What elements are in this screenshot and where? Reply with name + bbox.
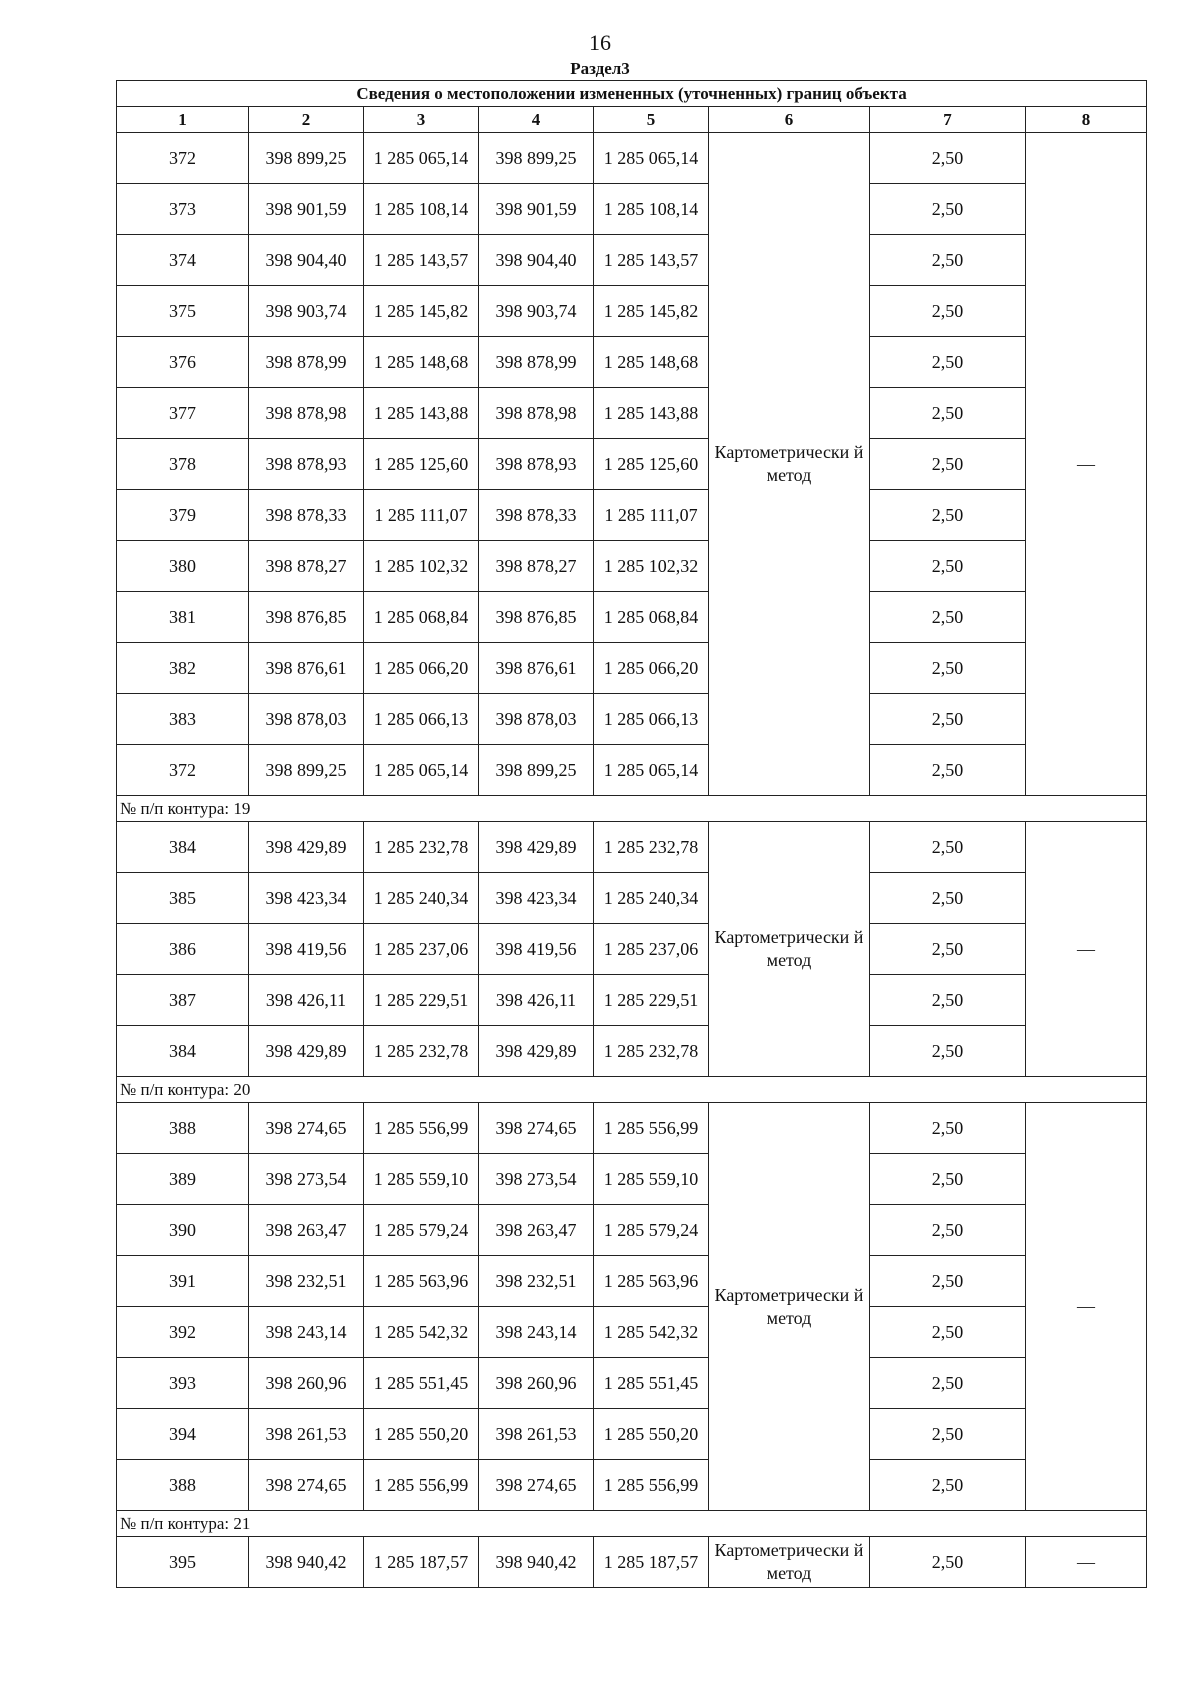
precision-cell: 2,50 [870,286,1026,337]
precision-cell: 2,50 [870,1307,1026,1358]
point-number-cell: 393 [117,1358,249,1409]
precision-cell: 2,50 [870,388,1026,439]
column-header-4: 4 [479,107,594,133]
point-number-cell: 387 [117,975,249,1026]
y-new-cell: 1 285 187,57 [594,1537,709,1588]
x-old-cell: 398 274,65 [249,1460,364,1511]
point-number-cell: 388 [117,1460,249,1511]
table-row [117,235,1147,286]
x-new-cell: 398 878,99 [479,337,594,388]
x-old-cell: 398 878,93 [249,439,364,490]
precision-cell: 2,50 [870,694,1026,745]
y-new-cell: 1 285 145,82 [594,286,709,337]
y-new-cell: 1 285 068,84 [594,592,709,643]
point-number-cell: 377 [117,388,249,439]
y-new-cell: 1 285 550,20 [594,1409,709,1460]
precision-cell: 2,50 [870,873,1026,924]
point-number-cell: 388 [117,1103,249,1154]
y-old-cell: 1 285 125,60 [364,439,479,490]
precision-cell: 2,50 [870,975,1026,1026]
point-number-cell: 386 [117,924,249,975]
table-row [117,975,1147,1026]
y-new-cell: 1 285 102,32 [594,541,709,592]
table-row [117,873,1147,924]
x-old-cell: 398 878,03 [249,694,364,745]
y-new-cell: 1 285 579,24 [594,1205,709,1256]
contour-label: № п/п контура: 21 [117,1511,1147,1537]
y-new-cell: 1 285 108,14 [594,184,709,235]
y-old-cell: 1 285 563,96 [364,1256,479,1307]
table-row [117,924,1147,975]
y-new-cell: 1 285 542,32 [594,1307,709,1358]
column-header-1: 1 [117,107,249,133]
column-header-3: 3 [364,107,479,133]
x-new-cell: 398 426,11 [479,975,594,1026]
x-old-cell: 398 232,51 [249,1256,364,1307]
description-cell: — [1026,822,1147,1077]
x-new-cell: 398 878,27 [479,541,594,592]
x-new-cell: 398 429,89 [479,822,594,873]
precision-cell: 2,50 [870,1358,1026,1409]
precision-cell: 2,50 [870,745,1026,796]
x-new-cell: 398 903,74 [479,286,594,337]
point-number-cell: 384 [117,1026,249,1077]
point-number-cell: 390 [117,1205,249,1256]
x-old-cell: 398 429,89 [249,822,364,873]
y-new-cell: 1 285 232,78 [594,1026,709,1077]
x-old-cell: 398 260,96 [249,1358,364,1409]
x-old-cell: 398 273,54 [249,1154,364,1205]
y-new-cell: 1 285 551,45 [594,1358,709,1409]
x-new-cell: 398 940,42 [479,1537,594,1588]
column-header-5: 5 [594,107,709,133]
table-row [117,1460,1147,1511]
method-cell: Картометрически й метод [709,822,870,1077]
point-number-cell: 381 [117,592,249,643]
point-number-cell: 378 [117,439,249,490]
y-old-cell: 1 285 145,82 [364,286,479,337]
y-old-cell: 1 285 229,51 [364,975,479,1026]
method-cell: Картометрически й метод [709,1537,870,1588]
precision-cell: 2,50 [870,541,1026,592]
y-old-cell: 1 285 237,06 [364,924,479,975]
y-old-cell: 1 285 579,24 [364,1205,479,1256]
y-new-cell: 1 285 143,57 [594,235,709,286]
precision-cell: 2,50 [870,337,1026,388]
x-old-cell: 398 274,65 [249,1103,364,1154]
x-old-cell: 398 903,74 [249,286,364,337]
table-row [117,1103,1147,1154]
x-old-cell: 398 263,47 [249,1205,364,1256]
point-number-cell: 385 [117,873,249,924]
y-new-cell: 1 285 237,06 [594,924,709,975]
x-new-cell: 398 901,59 [479,184,594,235]
x-old-cell: 398 876,61 [249,643,364,694]
method-cell: Картометрически й метод [709,133,870,796]
x-new-cell: 398 899,25 [479,133,594,184]
x-new-cell: 398 429,89 [479,1026,594,1077]
x-new-cell: 398 876,85 [479,592,594,643]
precision-cell: 2,50 [870,490,1026,541]
precision-cell: 2,50 [870,924,1026,975]
description-cell: — [1026,133,1147,796]
y-new-cell: 1 285 240,34 [594,873,709,924]
x-old-cell: 398 419,56 [249,924,364,975]
precision-cell: 2,50 [870,643,1026,694]
precision-cell: 2,50 [870,822,1026,873]
point-number-cell: 372 [117,133,249,184]
y-new-cell: 1 285 111,07 [594,490,709,541]
y-new-cell: 1 285 066,20 [594,643,709,694]
y-old-cell: 1 285 148,68 [364,337,479,388]
precision-cell: 2,50 [870,1103,1026,1154]
point-number-cell: 389 [117,1154,249,1205]
point-number-cell: 394 [117,1409,249,1460]
x-old-cell: 398 878,33 [249,490,364,541]
x-new-cell: 398 878,03 [479,694,594,745]
x-old-cell: 398 423,34 [249,873,364,924]
precision-cell: 2,50 [870,235,1026,286]
y-new-cell: 1 285 556,99 [594,1460,709,1511]
x-new-cell: 398 263,47 [479,1205,594,1256]
x-new-cell: 398 419,56 [479,924,594,975]
y-new-cell: 1 285 556,99 [594,1103,709,1154]
x-new-cell: 398 878,33 [479,490,594,541]
x-new-cell: 398 904,40 [479,235,594,286]
table-row [117,643,1147,694]
precision-cell: 2,50 [870,1409,1026,1460]
contour-label: № п/п контура: 20 [117,1077,1147,1103]
method-cell: Картометрически й метод [709,1103,870,1511]
point-number-cell: 382 [117,643,249,694]
table-row [117,1026,1147,1077]
y-new-cell: 1 285 125,60 [594,439,709,490]
table-row [117,745,1147,796]
x-new-cell: 398 260,96 [479,1358,594,1409]
precision-cell: 2,50 [870,1205,1026,1256]
x-new-cell: 398 261,53 [479,1409,594,1460]
table-row [117,184,1147,235]
y-old-cell: 1 285 550,20 [364,1409,479,1460]
precision-cell: 2,50 [870,184,1026,235]
table-row [117,822,1147,873]
contour-label: № п/п контура: 19 [117,796,1147,822]
point-number-cell: 379 [117,490,249,541]
x-new-cell: 398 878,98 [479,388,594,439]
precision-cell: 2,50 [870,1026,1026,1077]
table-row [117,490,1147,541]
y-old-cell: 1 285 556,99 [364,1103,479,1154]
y-old-cell: 1 285 102,32 [364,541,479,592]
y-old-cell: 1 285 108,14 [364,184,479,235]
precision-cell: 2,50 [870,1256,1026,1307]
point-number-cell: 375 [117,286,249,337]
description-cell: — [1026,1537,1147,1588]
y-new-cell: 1 285 148,68 [594,337,709,388]
y-new-cell: 1 285 066,13 [594,694,709,745]
y-old-cell: 1 285 542,32 [364,1307,479,1358]
x-old-cell: 398 261,53 [249,1409,364,1460]
y-old-cell: 1 285 556,99 [364,1460,479,1511]
table-row [117,337,1147,388]
precision-cell: 2,50 [870,592,1026,643]
column-header-2: 2 [249,107,364,133]
table-body [117,133,1147,1588]
point-number-cell: 395 [117,1537,249,1588]
x-old-cell: 398 878,99 [249,337,364,388]
x-new-cell: 398 423,34 [479,873,594,924]
x-old-cell: 398 876,85 [249,592,364,643]
page-number: 16 [589,30,611,55]
precision-cell: 2,50 [870,133,1026,184]
table-row [117,1154,1147,1205]
x-new-cell: 398 876,61 [479,643,594,694]
table-row [117,1205,1147,1256]
x-old-cell: 398 426,11 [249,975,364,1026]
precision-cell: 2,50 [870,1537,1026,1588]
y-old-cell: 1 285 232,78 [364,822,479,873]
point-number-cell: 384 [117,822,249,873]
x-new-cell: 398 899,25 [479,745,594,796]
table-row [117,388,1147,439]
table-row [117,694,1147,745]
precision-cell: 2,50 [870,1460,1026,1511]
table-row [117,1537,1147,1588]
y-old-cell: 1 285 065,14 [364,133,479,184]
contour-row [117,1511,1147,1537]
table-row [117,133,1147,184]
x-old-cell: 398 878,98 [249,388,364,439]
y-old-cell: 1 285 143,57 [364,235,479,286]
x-old-cell: 398 878,27 [249,541,364,592]
precision-cell: 2,50 [870,1154,1026,1205]
point-number-cell: 391 [117,1256,249,1307]
contour-row [117,1077,1147,1103]
point-number-cell: 380 [117,541,249,592]
y-old-cell: 1 285 111,07 [364,490,479,541]
y-new-cell: 1 285 229,51 [594,975,709,1026]
y-old-cell: 1 285 551,45 [364,1358,479,1409]
table-caption: Сведения о местоположении измененных (уточненных) границ объекта [117,81,1147,107]
precision-cell: 2,50 [870,439,1026,490]
x-old-cell: 398 904,40 [249,235,364,286]
table-row [117,541,1147,592]
x-old-cell: 398 429,89 [249,1026,364,1077]
column-header-8: 8 [1026,107,1147,133]
y-new-cell: 1 285 065,14 [594,133,709,184]
x-old-cell: 398 243,14 [249,1307,364,1358]
point-number-cell: 374 [117,235,249,286]
column-header-6: 6 [709,107,870,133]
y-old-cell: 1 285 068,84 [364,592,479,643]
y-old-cell: 1 285 187,57 [364,1537,479,1588]
table-row [117,1409,1147,1460]
y-new-cell: 1 285 559,10 [594,1154,709,1205]
table-row [117,286,1147,337]
x-new-cell: 398 274,65 [479,1103,594,1154]
y-new-cell: 1 285 065,14 [594,745,709,796]
table-row [117,439,1147,490]
x-old-cell: 398 899,25 [249,745,364,796]
point-number-cell: 372 [117,745,249,796]
y-new-cell: 1 285 143,88 [594,388,709,439]
y-old-cell: 1 285 559,10 [364,1154,479,1205]
y-old-cell: 1 285 065,14 [364,745,479,796]
y-old-cell: 1 285 143,88 [364,388,479,439]
y-old-cell: 1 285 066,20 [364,643,479,694]
y-new-cell: 1 285 563,96 [594,1256,709,1307]
x-new-cell: 398 243,14 [479,1307,594,1358]
table-row [117,592,1147,643]
column-header-7: 7 [870,107,1026,133]
description-cell: — [1026,1103,1147,1511]
y-new-cell: 1 285 232,78 [594,822,709,873]
y-old-cell: 1 285 240,34 [364,873,479,924]
table-row [117,1307,1147,1358]
x-new-cell: 398 273,54 [479,1154,594,1205]
x-new-cell: 398 274,65 [479,1460,594,1511]
point-number-cell: 373 [117,184,249,235]
x-old-cell: 398 899,25 [249,133,364,184]
x-new-cell: 398 878,93 [479,439,594,490]
x-old-cell: 398 901,59 [249,184,364,235]
contour-row [117,796,1147,822]
point-number-cell: 392 [117,1307,249,1358]
x-new-cell: 398 232,51 [479,1256,594,1307]
point-number-cell: 383 [117,694,249,745]
section-title: Раздел3 [570,59,630,78]
boundary-table [116,80,1147,1588]
y-old-cell: 1 285 066,13 [364,694,479,745]
point-number-cell: 376 [117,337,249,388]
x-old-cell: 398 940,42 [249,1537,364,1588]
table-row [117,1358,1147,1409]
y-old-cell: 1 285 232,78 [364,1026,479,1077]
table-row [117,1256,1147,1307]
